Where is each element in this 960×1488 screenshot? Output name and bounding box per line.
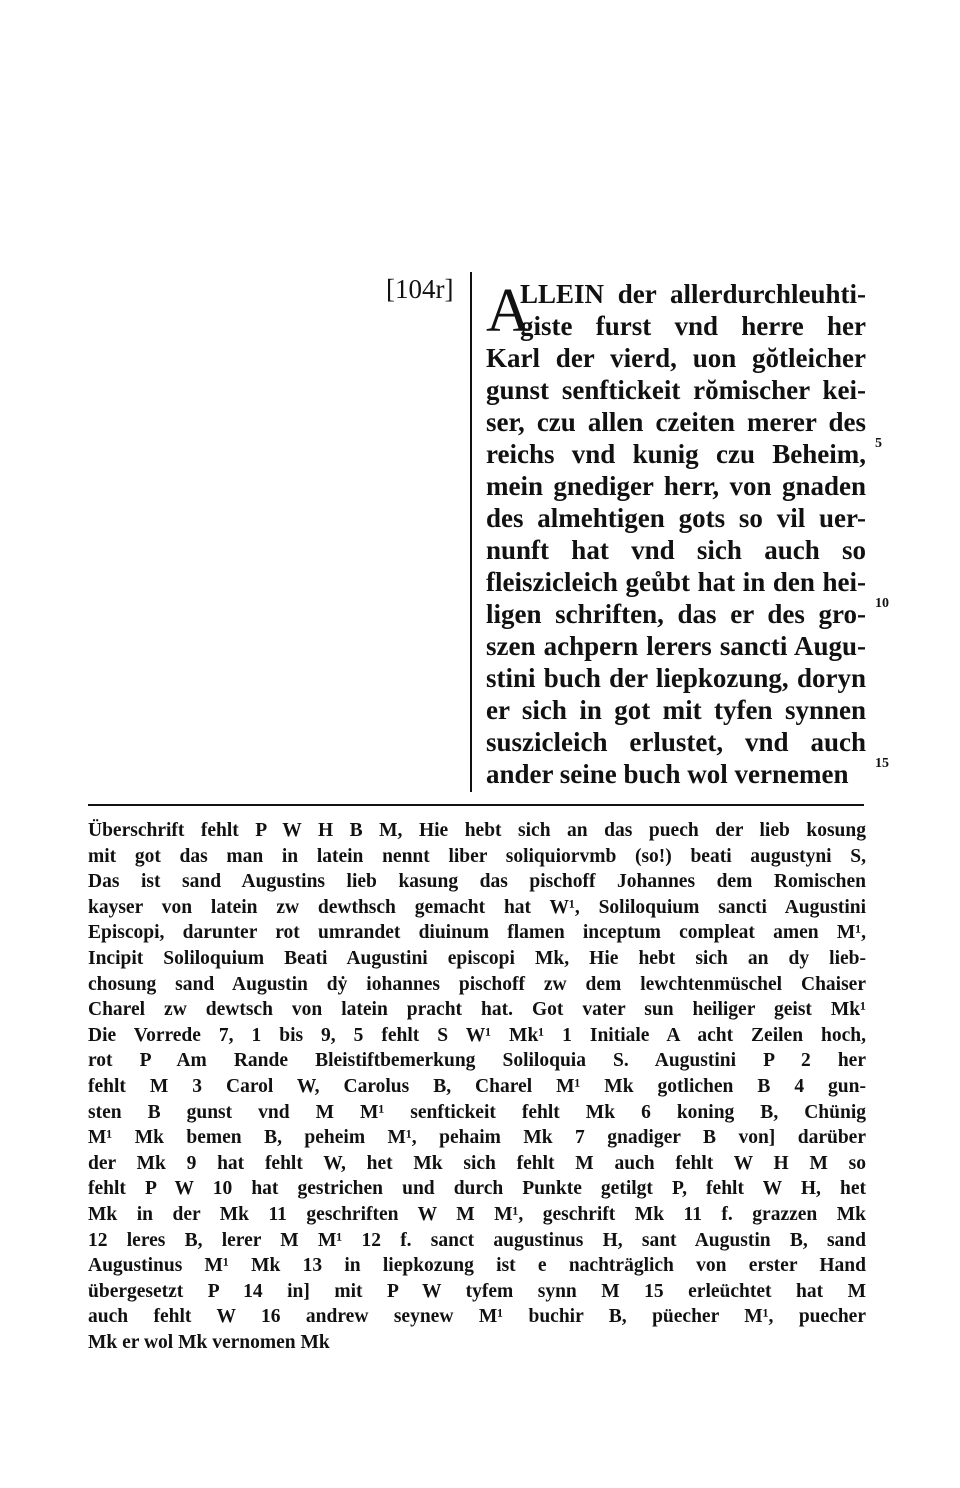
initial-letter: A bbox=[486, 277, 531, 345]
apparatus-line: Charel zw dewtsch von latein pracht hat. Got vater sun heiliger geist Mk¹ bbox=[88, 999, 866, 1021]
line-number-5: 5 bbox=[875, 436, 882, 451]
apparatus-line: fehlt M 3 Carol W, Carolus B, Charel M¹ Mk gotlichen B 4 gun- bbox=[88, 1075, 866, 1097]
text-line-5: ser, czu allen czeiten merer des bbox=[486, 407, 866, 437]
apparatus-line: Augustinus M¹ Mk 13 in liepkozung ist e nachträglich von erster Hand bbox=[88, 1255, 866, 1277]
folio-label: [104r] bbox=[386, 274, 454, 304]
text-line-10: fleiszicleich geůbt hat in den hei- bbox=[486, 567, 866, 597]
text-line-8: des almehtigen gots so vil uer- bbox=[486, 503, 866, 533]
apparatus-line: Mk in der Mk 11 geschriften W M M¹, geschrift Mk 11 f. grazzen Mk bbox=[88, 1203, 866, 1225]
text-line-7: mein gnediger herr, von gnaden bbox=[486, 471, 866, 501]
line-number-10: 10 bbox=[875, 596, 889, 611]
text-line-6: reichs vnd kunig czu Beheim, bbox=[486, 439, 866, 469]
critical-apparatus bbox=[88, 818, 866, 1355]
apparatus-line: 12 leres B, lerer M M¹ 12 f. sanct augustinus H, sant Augustin B, sand bbox=[88, 1229, 866, 1251]
text-line-12: szen achpern lerers sancti Augu- bbox=[486, 631, 866, 661]
text-line-13: stini buch der liepkozung, doryn bbox=[486, 663, 866, 693]
text-line-2: giste furst vnd herre her bbox=[520, 311, 866, 341]
apparatus-line: Das ist sand Augustins lieb kasung das pischoff Johannes dem Romischen bbox=[88, 871, 866, 893]
apparatus-line: sten B gunst vnd M M¹ senftickeit fehlt Mk 6 koning B, Chünig bbox=[88, 1101, 866, 1123]
apparatus-line: Die Vorrede 7, 1 bis 9, 5 fehlt S W¹ Mk¹ 1 Initiale A acht Zeilen hoch, bbox=[88, 1024, 866, 1046]
text-line-9: nunft hat vnd sich auch so bbox=[486, 535, 866, 565]
line-number-15: 15 bbox=[875, 756, 889, 771]
apparatus-line: chosung sand Augustin dẏ iohannes pischoff zw dem lewchtenmüschel Chaiser bbox=[88, 973, 866, 995]
apparatus-line: kayser von latein zw dewthsch gemacht hat W¹, Soliloquium sancti Augustini bbox=[88, 896, 866, 918]
apparatus-line: mit got das man in latein nennt liber soliquiorvmb (so!) beati augustyni S, bbox=[88, 845, 866, 867]
text-line-11: ligen schriften, das er des gro- bbox=[486, 599, 866, 629]
apparatus-line: Episcopi, darunter rot umrandet diuinum flamen inceptum compleat amen M¹, bbox=[88, 922, 866, 944]
text-line-15: suszicleich erlustet, vnd auch bbox=[486, 727, 866, 757]
apparatus-line: übergesetzt P 14 in] mit P W tyfem synn M 15 erleüchtet hat M bbox=[88, 1280, 866, 1302]
apparatus-line: M¹ Mk bemen B, peheim M¹, pehaim Mk 7 gnadiger B von] darüber bbox=[88, 1127, 866, 1149]
apparatus-line: fehlt P W 10 hat gestrichen und durch Punkte getilgt P, fehlt W H, het bbox=[88, 1178, 866, 1200]
apparatus-line: Incipit Soliloquium Beati Augustini episcopi Mk, Hie hebt sich an dy lieb- bbox=[88, 947, 866, 969]
text-line-4: gunst senftickeit rŏmischer kei- bbox=[486, 375, 866, 405]
apparatus-line: rot P Am Rande Bleistiftbemerkung Soliloquia S. Augustini P 2 her bbox=[88, 1050, 866, 1072]
apparatus-line: Überschrift fehlt P W H B M, Hie hebt sich an das puech der lieb kosung bbox=[88, 820, 866, 841]
text-line: LLEIN der allerdurchleuhti- bbox=[520, 279, 866, 309]
main-text-block bbox=[486, 278, 866, 790]
apparatus-line: der Mk 9 hat fehlt W, het Mk sich fehlt M auch fehlt W H M so bbox=[88, 1152, 866, 1174]
text-line-14: er sich in got mit tyfen synnen bbox=[486, 695, 866, 725]
text-line-3: Karl der vierd, uon gŏtleicher bbox=[486, 343, 866, 373]
folio-marker bbox=[386, 272, 453, 306]
apparatus-line: auch fehlt W 16 andrew seynew M¹ buchir B, püecher M¹, puecher bbox=[88, 1306, 866, 1328]
apparatus-line: Mk er wol Mk vernomen Mk bbox=[88, 1331, 330, 1353]
vertical-rule bbox=[470, 272, 472, 792]
apparatus-separator bbox=[88, 804, 864, 806]
text-line-16: ander seine buch wol vernemen bbox=[486, 759, 849, 789]
